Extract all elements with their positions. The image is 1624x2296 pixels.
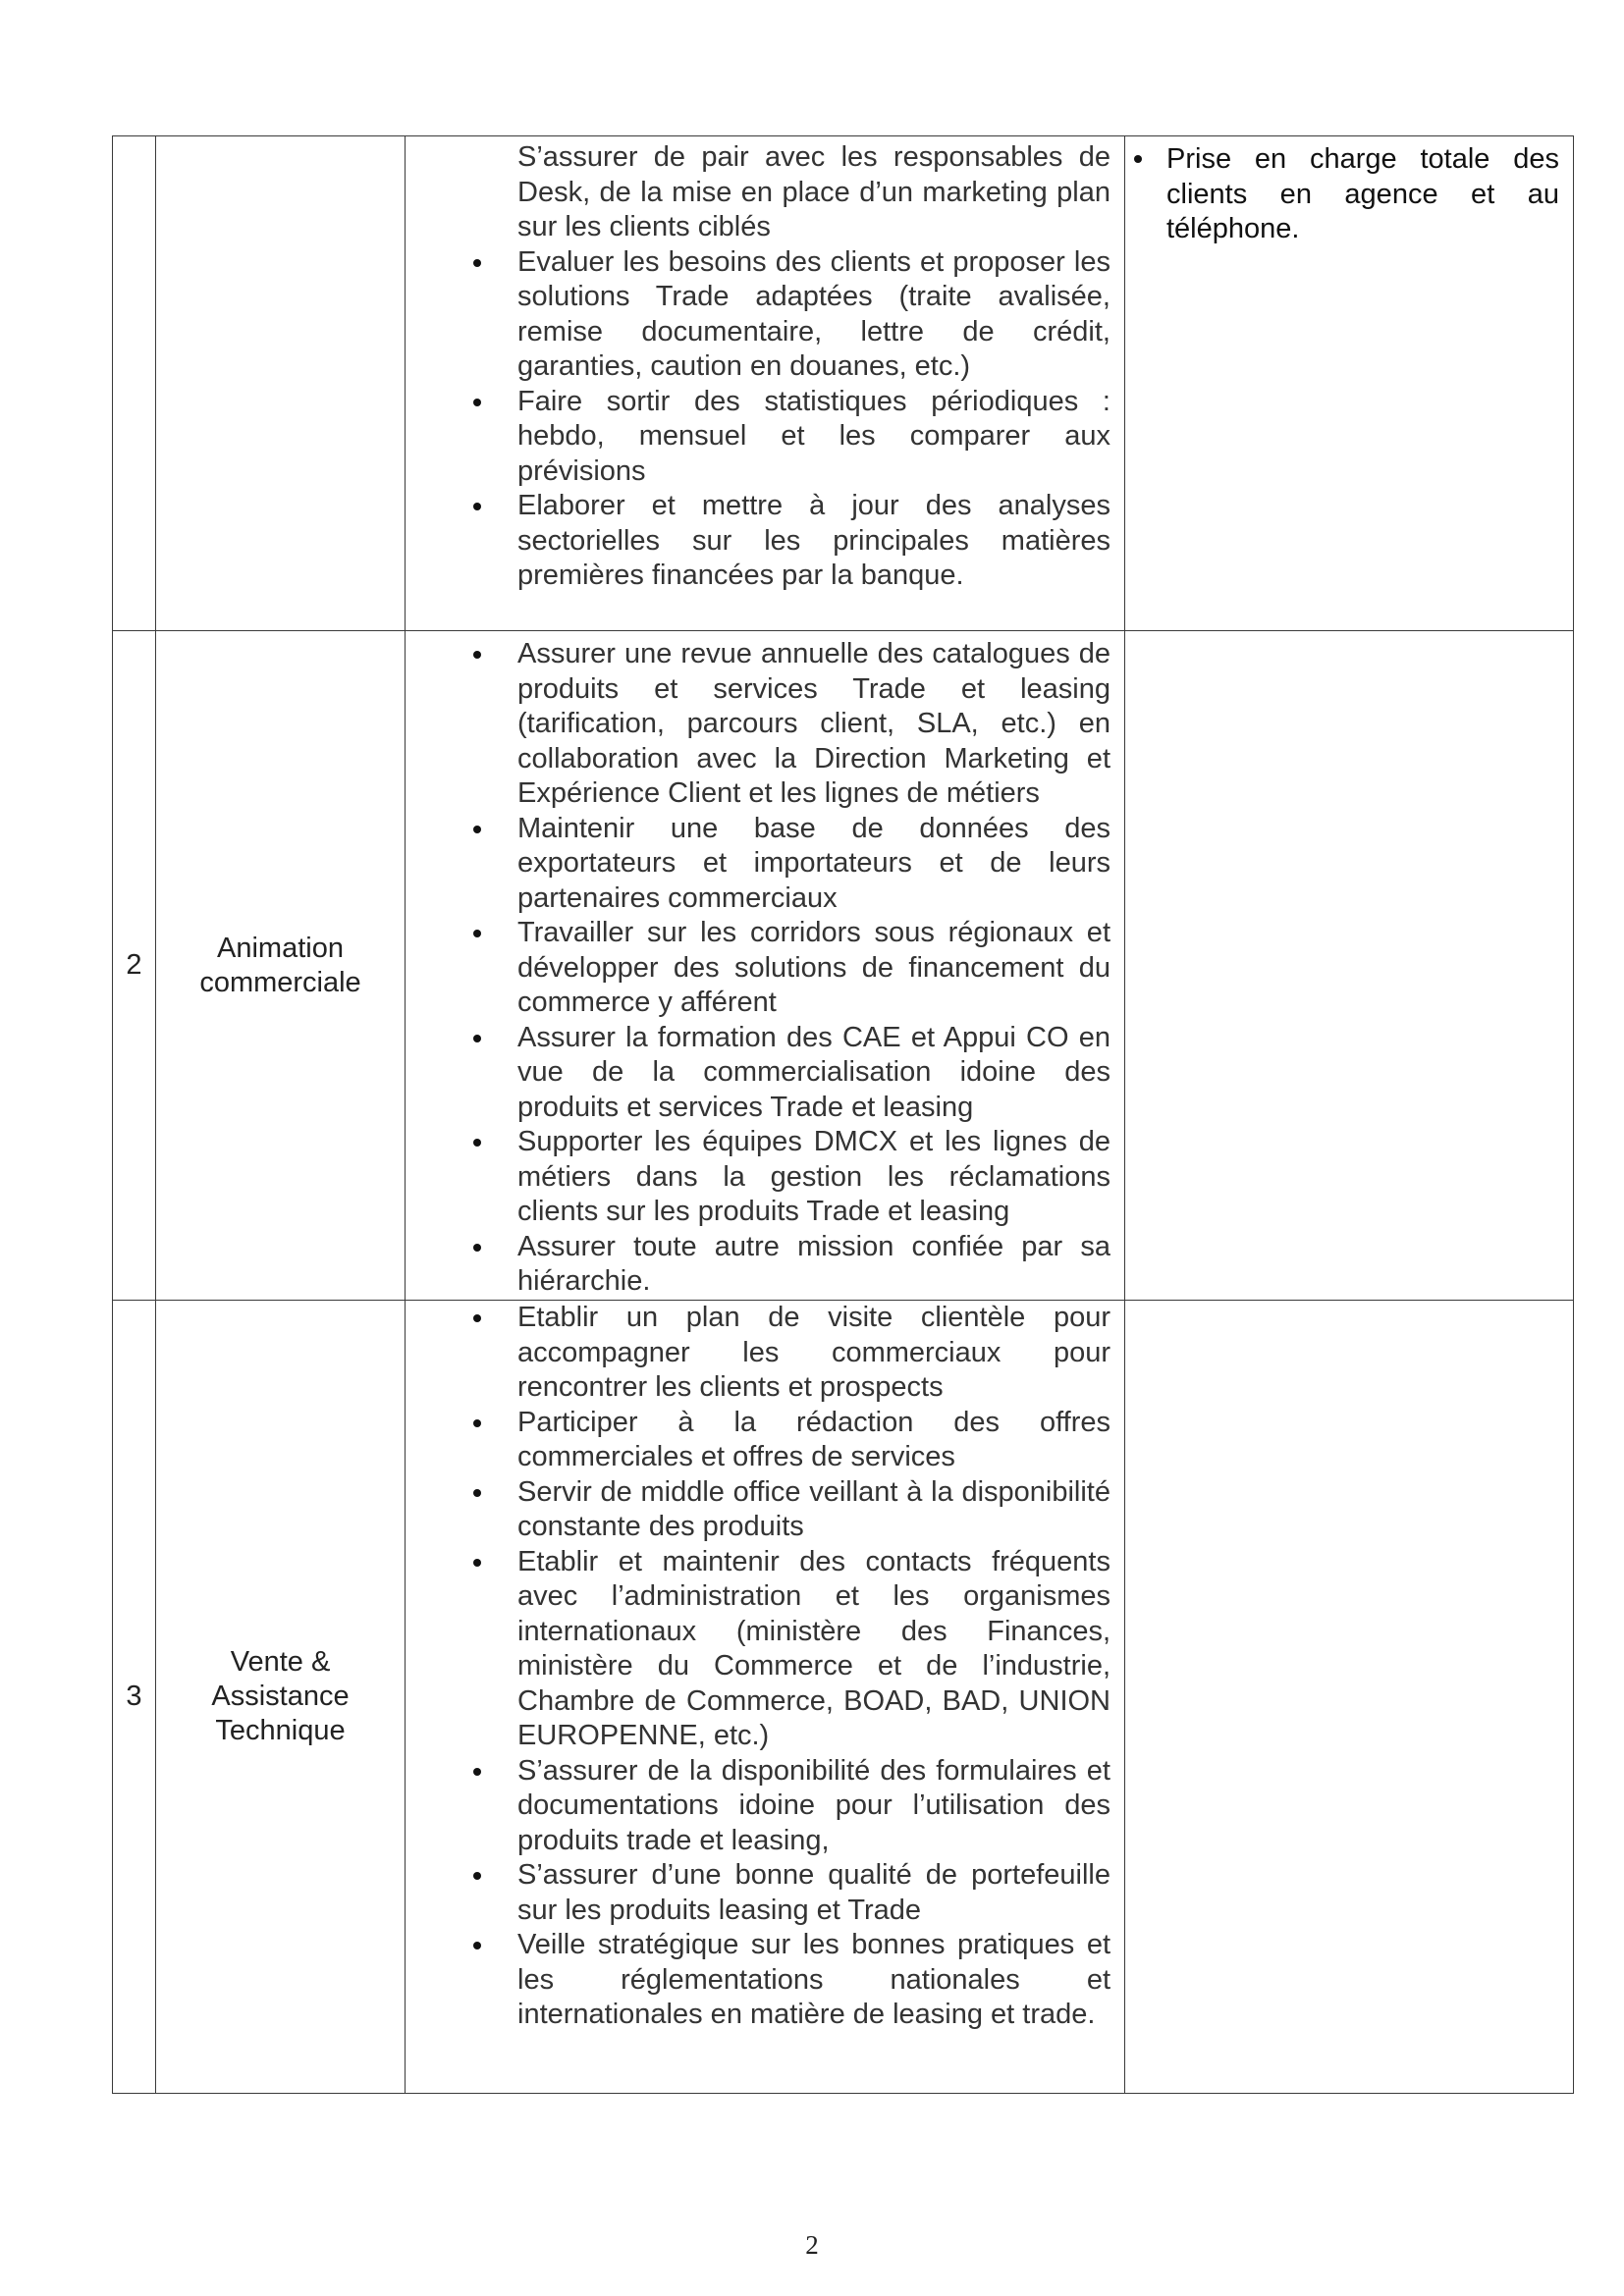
task-item: Servir de middle office veillant à la disponibilité constante des produits [517,1475,1110,1545]
results-cell [1125,631,1574,1301]
results-cell [1125,1301,1574,2094]
task-item: Participer à la rédaction des offres commerciales et offres de services [517,1406,1110,1475]
row-number-cell [113,136,156,631]
task-item: Veille stratégique sur les bonnes pratiques et les réglementations nationales et internationales en matière de leasing et trade. [517,1928,1110,2033]
tasks-cell [406,631,1125,1301]
activity-label-line: Animation [217,932,344,964]
page-number: 2 [805,2230,819,2260]
task-item: Maintenir une base de données des exportateurs et importateurs et de leurs partenaires commerciaux [517,812,1110,917]
result-item: Prise en charge totale des clients en agence et au téléphone. [1166,142,1559,247]
results-cell [1125,136,1574,631]
task-item: Travailler sur les corridors sous régionaux et développer des solutions de financement du commerce y afférent [517,916,1110,1021]
task-list [406,136,1124,623]
table-row [113,136,1574,631]
result-list [1125,136,1573,247]
task-item: Evaluer les besoins des clients et proposer les solutions Trade adaptées (traite avalisée, remise documentaire, lettre de crédit, garanties, caution en douanes, etc.) [517,245,1110,385]
task-item: Elaborer et mettre à jour des analyses sectorielles sur les principales matières premières financées par la banque. [517,489,1110,594]
activity-label-line: Technique [215,1715,346,1746]
activity-cell [156,1301,406,2094]
activity-label-line: Assistance [211,1681,350,1712]
task-item: Assurer la formation des CAE et Appui CO en vue de la commercialisation idoine des produits et services Trade et leasing [517,1021,1110,1126]
task-item: S’assurer d’une bonne qualité de portefeuille sur les produits leasing et Trade [517,1858,1110,1928]
task-item: Etablir un plan de visite clientèle pour accompagner les commerciaux pour rencontrer les clients et prospects [517,1301,1110,1406]
activity-cell [156,136,406,631]
tasks-cell [406,1301,1125,2094]
activity-cell [156,631,406,1301]
row-number-cell: 2 [113,631,156,1301]
tasks-cell [406,136,1125,631]
task-item: Supporter les équipes DMCX et les lignes de métiers dans la gestion les réclamations clients sur les produits Trade et leasing [517,1125,1110,1230]
task-item: S’assurer de pair avec les responsables de Desk, de la mise en place d’un marketing plan sur les clients ciblés [517,141,1110,242]
task-item: Assurer toute autre mission confiée par sa hiérarchie. [517,1230,1110,1300]
activities-table [112,135,1574,2094]
task-item: Etablir et maintenir des contacts fréquents avec l’administration et les organismes internationaux (ministère des Finances, ministère du Commerce et de l’industrie, Chambre de Commerce, BOAD, BAD, UNION EUROPENNE, etc.) [517,1545,1110,1754]
task-item: S’assurer de la disponibilité des formulaires et documentations idoine pour l’utilisation des produits trade et leasing, [517,1754,1110,1859]
activity-label-line: commerciale [199,966,361,998]
task-list [406,631,1124,1300]
table-row [113,1301,1574,2094]
task-list [406,1301,1124,2047]
row-number-cell: 3 [113,1301,156,2094]
table-row [113,631,1574,1301]
activity-label-line: Vente & [230,1646,331,1678]
task-item: Faire sortir des statistiques périodiques : hebdo, mensuel et les comparer aux prévisions [517,385,1110,490]
task-item: Assurer une revue annuelle des catalogues de produits et services Trade et leasing (tarification, parcours client, SLA, etc.) en collaboration avec la Direction Marketing et Expérience Client et les lignes de métiers [517,637,1110,812]
